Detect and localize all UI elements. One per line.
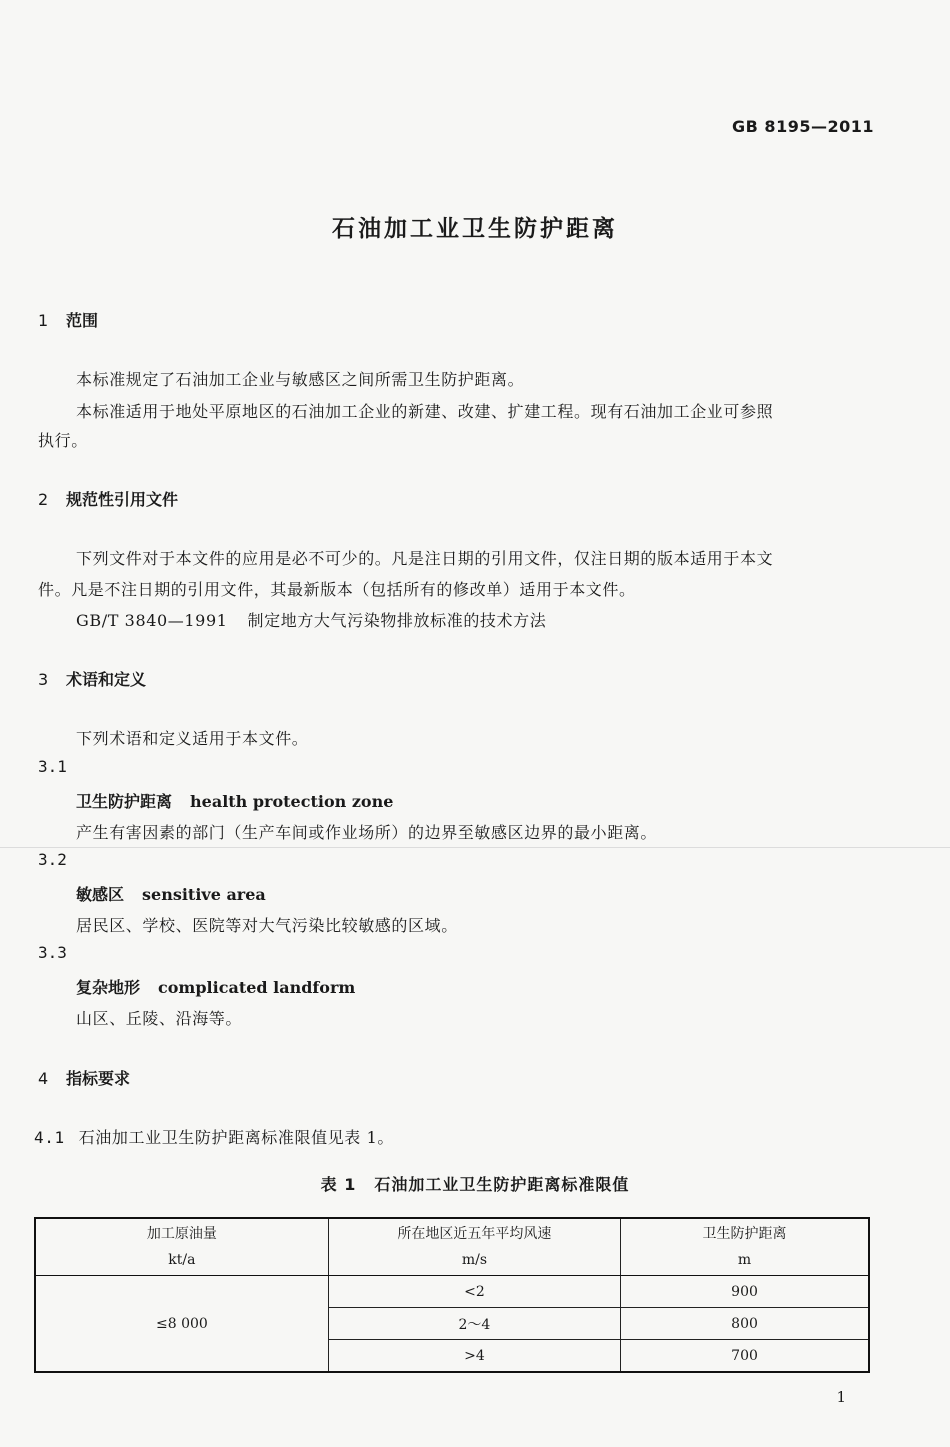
- header-wind-speed: [328, 1218, 620, 1276]
- term-number: 3.2: [38, 850, 67, 869]
- section-title: 规范性引用文件: [66, 490, 179, 509]
- header-name: 加工原油量: [146, 1226, 217, 1242]
- term-en: health protection zone: [190, 792, 394, 811]
- table-row: [35, 1276, 869, 1308]
- section-1-paragraph-2-line-1: 本标准适用于地处平原地区的石油加工企业的新建、改建、扩建工程。现有石油加工企业可参照: [76, 402, 774, 421]
- section-number: 4: [38, 1069, 49, 1088]
- term-definition: 山区、丘陵、沿海等。: [76, 1009, 243, 1028]
- cell-wind-speed: <2: [328, 1276, 620, 1308]
- clause-4-1: [34, 1125, 394, 1148]
- term-definition: 产生有害因素的部门（生产车间或作业场所）的边界至敏感区边界的最小距离。: [76, 823, 658, 842]
- reference-title: 制定地方大气污染物排放标准的技术方法: [247, 611, 547, 630]
- section-1-paragraph-2-line-2: 执行。: [38, 431, 88, 450]
- header-protection-distance: [621, 1218, 869, 1276]
- section-4-heading: [38, 1066, 130, 1089]
- section-number: 3: [38, 670, 49, 689]
- section-number: 1: [38, 311, 49, 330]
- standard-code: GB 8195—2011: [732, 117, 874, 136]
- table-caption-title: 石油加工业卫生防护距离标准限值: [374, 1175, 630, 1194]
- section-title: 范围: [66, 311, 99, 330]
- document-title: 石油加工业卫生防护距离: [332, 216, 618, 242]
- section-title: 指标要求: [66, 1069, 131, 1088]
- term-definition: 居民区、学校、医院等对大气污染比较敏感的区域。: [76, 916, 458, 935]
- section-2-paragraph-line-1: 下列文件对于本文件的应用是必不可少的。凡是注日期的引用文件，仅注日期的版本适用于本文: [76, 549, 774, 568]
- term-number: 3.3: [38, 943, 67, 962]
- clause-text: 石油加工业卫生防护距离标准限值见表 1。: [78, 1128, 394, 1147]
- normative-reference: [76, 608, 546, 631]
- section-2-heading: [38, 487, 178, 510]
- term-en: sensitive area: [142, 885, 266, 904]
- cell-wind-speed: >4: [328, 1340, 620, 1373]
- header-unit: m: [737, 1252, 752, 1268]
- table-header-row: [35, 1218, 869, 1276]
- term-heading: [76, 882, 266, 905]
- section-number: 2: [38, 490, 49, 509]
- header-unit: m/s: [461, 1252, 488, 1268]
- page-number: 1: [836, 1388, 846, 1406]
- header-crude-volume: [35, 1218, 328, 1276]
- term-zh: 敏感区: [76, 885, 125, 904]
- header-unit: kt/a: [168, 1252, 196, 1268]
- cell-crude-volume: ≤8 000: [35, 1276, 328, 1373]
- cell-distance: 800: [621, 1308, 869, 1340]
- clause-number: 4.1: [34, 1128, 65, 1147]
- reference-code: GB/T 3840—1991: [76, 611, 228, 630]
- table-caption: [0, 1172, 950, 1195]
- section-3-heading: [38, 667, 146, 690]
- section-1-paragraph-1: 本标准规定了石油加工企业与敏感区之间所需卫生防护距离。: [76, 370, 525, 389]
- term-number: 3.1: [38, 757, 67, 776]
- header-name: 卫生防护距离: [702, 1226, 787, 1242]
- term-zh: 卫生防护距离: [76, 792, 173, 811]
- section-1-heading: [38, 308, 98, 331]
- term-heading: [76, 975, 355, 998]
- cell-distance: 900: [621, 1276, 869, 1308]
- limits-table: [34, 1217, 870, 1373]
- cell-wind-speed: 2～4: [328, 1308, 620, 1340]
- section-title: 术语和定义: [66, 670, 147, 689]
- header-name: 所在地区近五年平均风速: [397, 1226, 552, 1242]
- section-2-paragraph-line-2: 件。凡是不注日期的引用文件，其最新版本（包括所有的修改单）适用于本文件。: [38, 580, 636, 599]
- cell-distance: 700: [621, 1340, 869, 1373]
- section-3-intro: 下列术语和定义适用于本文件。: [76, 729, 309, 748]
- term-zh: 复杂地形: [76, 978, 141, 997]
- term-heading: [76, 789, 393, 812]
- table-caption-label: 表 1: [320, 1175, 357, 1194]
- term-en: complicated landform: [158, 978, 356, 997]
- scan-artifact-line: [0, 847, 950, 848]
